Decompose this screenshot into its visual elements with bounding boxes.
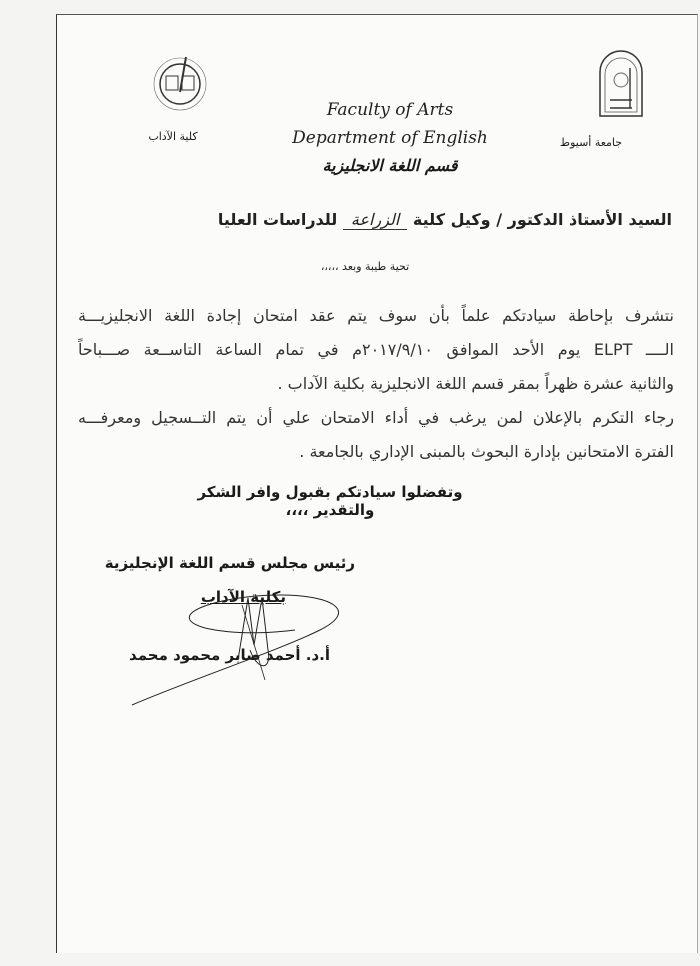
addressee-handwritten: الزراعة xyxy=(343,210,407,230)
addressee-prefix: السيد الأستاذ الدكتور / وكيل كلية xyxy=(412,210,672,229)
department-title-ar: قسم اللغة الانجليزية xyxy=(322,156,458,175)
faculty-name: كلية الآداب xyxy=(148,130,198,143)
body-line-3: والثانية عشرة ظهراً بمقر قسم اللغة الانجليزية بكلية الآداب . xyxy=(277,374,674,393)
body-line-5: الفترة الامتحانين بإدارة البحوث بالمبنى الإداري بالجامعة . xyxy=(299,442,674,461)
signatory-title: رئيس مجلس قسم اللغة الإنجليزية xyxy=(104,554,355,572)
handwritten-signature xyxy=(130,590,360,710)
department-title-en: Department of English xyxy=(292,128,488,148)
faculty-seal-logo xyxy=(150,52,220,112)
university-name: جامعة أسيوط xyxy=(559,136,623,149)
faculty-title-en: Faculty of Arts xyxy=(326,100,454,120)
addressee-line xyxy=(218,210,672,230)
addressee-suffix: للدراسات العليا xyxy=(217,210,338,229)
body-line-4: رجاء التكرم بالإعلان لمن يرغب في أداء الامتحان علي أن يتم التــسجيل ومعرفـــه xyxy=(78,408,674,427)
body-line-1: نتشرف بإحاطة سيادتكم علماً بأن سوف يتم عقد امتحان إجادة اللغة الانجليزيـــة xyxy=(78,306,674,325)
closing: وتفضلوا سيادتكم بقبول وافر الشكر والتقدير ،،،، xyxy=(197,483,463,519)
body-line-2: الــــ ELPT يوم الأحد الموافق ٢٠١٧/٩/١٠م في تمام الساعة التاســعة صـــباحاً xyxy=(78,340,675,359)
university-logo xyxy=(596,48,646,118)
signatory-name: أ.د. أحمد صابر محمود محمد xyxy=(129,646,330,664)
greeting: تحية طيبة وبعد ،،،،، xyxy=(320,260,410,273)
signatory-faculty: بكلية الآداب xyxy=(200,588,286,606)
